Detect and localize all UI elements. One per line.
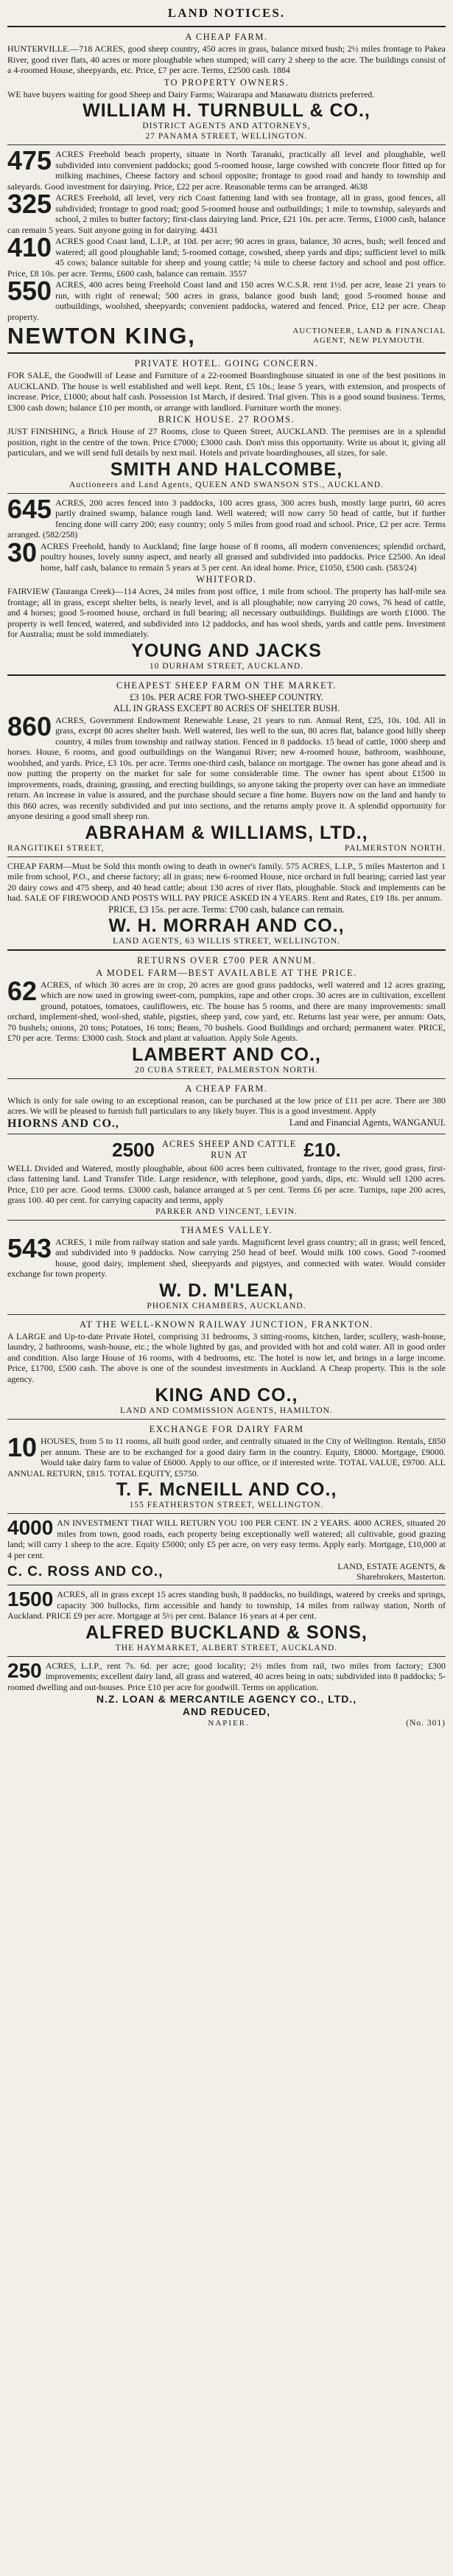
advertiser-name: PARKER AND VINCENT, LEVIN. bbox=[155, 1207, 298, 1216]
divider bbox=[7, 674, 446, 676]
advertiser-name: NEWTON KING, bbox=[7, 323, 196, 349]
ad-body: FAIRVIEW (Tauranga Creek)—114 Acres, 24 miles from post office, 1 mile from school. The property has half-mile sea frontage; all in grass, except shelter belts, is nearly level, and is all ploughable; now carrying 20 cows, 76 head of cattle, and 4 horses; good 5-roomed house, orchard in full bearing; all necessary outbuildings. Buildings are worth £1000. The property is well fenced, watered, and subdivided into 12 paddocks, and has wool sheds, yards and cattle pens. Investment for Australia; must be sold immediately. bbox=[7, 586, 446, 639]
ad-body: A LARGE and Up-to-date Private Hotel, comprising 31 bedrooms, 3 sitting-rooms, kitchen, larder, scullery, wash-house, laundry, 2 bathrooms, wash-house, etc.; the whole lighted by gas, and provided with hot and cold water. All in good order and condition. Also large House of 16 rooms, with 4 bedrooms, etc. The hotel is now let, and brings in a large income. Price, £1700, £500 cash. The above is one of the soundest investments in Auckland. A Cheap property. This is the sole agency. bbox=[7, 1330, 446, 1384]
listing bbox=[7, 1518, 446, 1560]
divider bbox=[7, 26, 446, 27]
ad-turnbull bbox=[7, 30, 446, 142]
advertiser-address-block bbox=[292, 327, 446, 346]
ad-heading: A CHEAP FARM. bbox=[185, 1083, 268, 1094]
ad-body: WE have buyers waiting for good Sheep and Dairy Farms; Wairarapa and Manawatu districts preferred. bbox=[7, 88, 375, 100]
acreage-figure: 475 bbox=[7, 148, 52, 175]
divider bbox=[7, 1419, 446, 1420]
divider bbox=[7, 493, 446, 494]
advertiser-address: THE HAYMARKET, ALBERT STREET, AUCKLAND. bbox=[115, 1643, 338, 1652]
divider bbox=[7, 1513, 446, 1514]
advertiser-block bbox=[7, 323, 446, 349]
listing-text: ACRES, 200 acres fenced into 3 paddocks, 100 acres grass, 300 acres bush, mostly large puriri, 60 acres partly drained swamp, balance rough land. Well watered; will now carry 50 head of cattle, but if further fencing done will carry 200; easy country; only 5 miles from good road and school. Price, £2 per acre. Terms arranged. (582/258) bbox=[7, 497, 446, 540]
listing bbox=[7, 537, 446, 573]
advertiser-address: Land and Financial Agents, WANGANUI. bbox=[289, 1117, 446, 1128]
divider bbox=[7, 352, 446, 354]
listing-text: ACRES, 1 mile from railway station and sale yards. Magnificent level grass country; all in grass; well fenced, and subdivided into 9 paddocks. Now carrying 250 head of beef. Would milk 100 cows. Good 7-roomed house, good dairy, implement shed, sheepyards and pigstyes, and connected with water. Would consider exchange for town property. bbox=[7, 1236, 446, 1279]
listing-text: HOUSES, from 5 to 11 rooms, all built good order, and centrally situated in the City of Wellington. Rentals, £850 per annum. These are to be exchanged for a good dairy farm in the country. Equity, £8000. Mortgage, £9000. Would take dairy farm to value of £6000. Apply to our office, or if interested write. TOTAL VALUE, £9700. ALL ANNUAL RETURN, £815. TOTAL EQUITY, £5750. bbox=[7, 1436, 446, 1479]
advertiser-address: LAND AND COMMISSION AGENTS, HAMILTON. bbox=[120, 1406, 333, 1415]
acreage-figure: 4000 bbox=[7, 1517, 54, 1539]
ad-buckland bbox=[7, 1588, 446, 1653]
listing bbox=[7, 189, 446, 235]
divider bbox=[7, 1078, 446, 1079]
advertiser-address: LAND AGENTS, 63 WILLIS STREET, WELLINGTON. bbox=[113, 936, 340, 946]
ad-newton-king bbox=[7, 148, 446, 349]
advertiser-block bbox=[7, 1117, 446, 1131]
divider bbox=[7, 949, 446, 951]
listing bbox=[7, 975, 446, 1044]
ad-heading: RETURNS OVER £700 PER ANNUM. bbox=[136, 954, 317, 966]
ad-abraham-williams bbox=[7, 679, 446, 854]
advertiser-address-row bbox=[7, 843, 446, 854]
listing-text: ACRES Freehold beach property, situate in North Taranaki, practically all level and ploughable, well subdivided into convenient paddocks; good 5-roomed house, large cowshed with concrete floor fitted up for milking machines, Cheese factory and school opposite; frontage to good road and handy to township and saleyards. Good investment for dairying. Price, £22 per acre. Reasonable terms can be arranged. 4638 bbox=[7, 149, 446, 192]
advertiser-address-block bbox=[337, 1561, 446, 1582]
ad-body: CHEAP FARM—Must be Sold this month owing to death in owner's family. 575 ACRES, L.I.P., 5 miles Masterton and 1 mile from school, P.O., and cheese factory; all in grass; new 6-roomed House, nice orchard in full bearing; carried last year 20 dairy cows and 475 sheep, and 40 head cattle; about 130 acres of river flats, ploughable. Stock and implements can be had. SALE OF FIREWOOD AND POSTS WILL PAY PRICE ASKED IN 4 YEARS. Rent and Rates, £19 18s. per annum. bbox=[7, 860, 446, 903]
ad-subheading: TO PROPERTY OWNERS. bbox=[164, 77, 289, 88]
ad-body: Which is only for sale owing to an exceptional reason, can be purchased at the low price of £11 per acre. There are 380 acres. We will be pleased to furnish full particulars to any likely buyer. This is a good investment. Apply bbox=[7, 1095, 446, 1116]
ad-subheading: WHITFORD. bbox=[196, 574, 257, 584]
ad-mcneill bbox=[7, 1423, 446, 1510]
listing-text: AN INVESTMENT THAT WILL RETURN YOU 100 PER CENT. IN 2 YEARS. 4000 ACRES, situated 20 miles from town, good roads, each property being exceptionally well watered; all cultivable, good grazing land; will carry 1 sheep to the acre. Equity £5000; only £5 per acre, on very easy terms. Apply early. Mortgage, £10,000 at 4 per cent. bbox=[7, 1518, 446, 1560]
listing-text: ACRES Freehold, handy to Auckland; fine large house of 8 rooms, all modern conveniences; splendid orchard, poultry houses, lovely sunny aspect, and nearly all grassed and subdivided into paddocks. Price £2500. An ideal home, half cash, balance to remain 5 years at 5 per cent. An ideal home. Price, £1050, £500 cash. (583/24) bbox=[41, 540, 446, 573]
advertiser-name: LAMBERT AND CO., bbox=[132, 1044, 321, 1065]
ad-heading: CHEAPEST SHEEP FARM ON THE MARKET. bbox=[116, 680, 337, 691]
advertiser-address: Sharebrokers, Masterton. bbox=[357, 1571, 446, 1582]
ad-price-line: £3 10s. PER ACRE FOR TWO-SHEEP COUNTRY. bbox=[129, 691, 323, 702]
advertiser-name: W. H. MORRAH AND CO., bbox=[108, 915, 345, 936]
catchline bbox=[7, 1139, 446, 1162]
ad-price-line: PRICE, £3 15s. per acre. Terms: £700 cash, balance can remain. bbox=[108, 904, 345, 915]
ad-smith-halcombe bbox=[7, 357, 446, 490]
advertiser-name: SMITH AND HALCOMBE, bbox=[110, 458, 343, 480]
advertiser-address: 155 FEATHERSTON STREET, WELLINGTON. bbox=[129, 1501, 324, 1509]
listing bbox=[7, 1661, 446, 1693]
listing bbox=[7, 1589, 446, 1622]
acreage-figure: 10 bbox=[7, 1432, 38, 1462]
advertiser-name: ALFRED BUCKLAND & SONS, bbox=[85, 1622, 368, 1643]
acreage-figure: 30 bbox=[7, 537, 38, 568]
listing bbox=[7, 1432, 446, 1479]
advertiser-address: PHOENIX CHAMBERS, AUCKLAND. bbox=[147, 1301, 306, 1310]
acreage-figure: 325 bbox=[7, 189, 52, 219]
acreage-figure: 250 bbox=[7, 1659, 42, 1682]
advertiser-name: YOUNG AND JACKS bbox=[131, 640, 322, 661]
acreage-figure: 543 bbox=[7, 1232, 52, 1263]
listing-text: ACRES Freehold, all level, very rich Coast fattening land with sea frontage, all in grass, good fences, all subdivided; frontage to good road; good 5-roomed house and outbuildings; 1 mile to township, saleyards and school, 2 miles to butter factory; first-class dairying land. Price, £21 10s. per acre. Terms, £1000 cash, balance can remain 5 years. Suit anyone going in for dairying. 4431 bbox=[7, 192, 446, 235]
ad-body: WELL Divided and Watered, mostly ploughable, about 600 acres been cultivated, frontage to the river, good grass, first-class fattening land. Land Transfer Title. Large residence, with telephone, good yards, dips, etc. Would sell 1200 acres. Price, £10 per acre. Good terms. £3000 cash, balance arranged at 5 per cent. Terms £6 per acre. Turnips, rape 200 acres, grass 100. 40 per cent. for carrying capacity and terms, apply bbox=[7, 1162, 446, 1205]
advertiser-address: AUCTIONEER, LAND & FINANCIAL bbox=[292, 327, 446, 335]
ad-morrah bbox=[7, 860, 446, 946]
listing-text: ACRES, all in grass except 15 acres standing bush, 8 paddocks, no buildings, watered by creeks and springs, capacity 300 bullocks, firm accessible and handy to township, 14 miles from railway station, North of Auckland. PRICE £9 per acre. Mortgage at 5½ per cent. Balance 16 years at 4 per cent. bbox=[7, 1589, 446, 1621]
advertiser-address: LAND, ESTATE AGENTS, & bbox=[337, 1561, 446, 1571]
listing bbox=[7, 232, 446, 279]
ad-lambert bbox=[7, 954, 446, 1075]
listing-text: ACRES, of which 30 acres are in crop, 20 acres are good grass paddocks, well watered and 12 acres grazing, which are now used in growing sweet-corn, pumpkins, rape and other crops. 30 acres are in cultivation, excellent ground, potatoes, tomatoes, cauliflowers, etc. The house has 5 rooms, and there are many improvements: small orchard, implement-shed, wool-shed, stable, pigsties, sheep yard, cow yard, etc. Returns last year were, per annum: Oats, 70 bushels; onions, 20 tons; Potatoes, 16 tons; Beans, 70 bushels. Good Buildings and orchard; permanent water. PRICE, £70 per acre. Terms: £3000 cash. Stock and plant at valuation. Apply Sole Agents. bbox=[7, 979, 446, 1043]
ad-reference: (No. 301) bbox=[406, 1719, 446, 1728]
ad-subheading: BRICK HOUSE. 27 ROOMS. bbox=[158, 414, 295, 425]
catchline-line: ACRES SHEEP AND CATTLE bbox=[161, 1139, 297, 1149]
ad-young-jacks bbox=[7, 497, 446, 671]
advertiser-name: KING AND CO., bbox=[155, 1385, 298, 1406]
listing bbox=[7, 1232, 446, 1280]
ad-body: HUNTERVILLE.—718 ACRES, good sheep country, 450 acres in grass, balance mixed bush; 2½ miles frontage to Pakea River, good river flats, 40 acres or more ploughable when stumped; will carry 2 sheep to the acre. The buildings consist of a 4-roomed House, sheepyards, etc. Price, £7 per acre. Terms, £2500 cash. 1884 bbox=[7, 43, 446, 75]
acreage-figure: 550 bbox=[7, 276, 52, 306]
divider bbox=[7, 856, 446, 857]
acreage-figure: 1500 bbox=[7, 1588, 54, 1610]
advertiser-name: C. C. ROSS AND CO., bbox=[7, 1563, 164, 1580]
listing bbox=[7, 711, 446, 822]
listing-text: ACRES good Coast land, L.I.P., at 10d. per acre; 90 acres in grass, balance, 30 acres, bush; well fenced and watered; all good ploughable land; 5-roomed cottage, cowshed, sheep yards and dips; sufficient level to milk 45 cows; balance suitable for sheep and young cattle; ¼ mile to cheese factory and school and post office. Price, £8 10s. per acre. Terms, £600 cash, balance can remain. 3557 bbox=[7, 236, 446, 279]
advertiser-name: HIORNS AND CO., bbox=[7, 1117, 119, 1130]
listing bbox=[7, 498, 446, 540]
advertiser-footer-row bbox=[7, 1718, 446, 1728]
advertiser-address: NAPIER. bbox=[208, 1719, 250, 1728]
ad-heading: A CHEAP FARM. bbox=[185, 32, 268, 42]
ad-nz-loan bbox=[7, 1660, 446, 1729]
ad-heading: AT THE WELL-KNOWN RAILWAY JUNCTION, FRANKTON. bbox=[79, 1319, 374, 1330]
advertiser-name: WILLIAM H. TURNBULL & CO., bbox=[82, 100, 371, 121]
listing-text: ACRES, 400 acres being Freehold Coast land and 150 acres W.C.S.R. rent 1½d. per acre, lease 21 years to run, with right of renewal; 500 acres in grass, balance good bush land; good 5-roomed house and outbuildings, woolshed, sheepyards; convenient paddocks, watered and fenced. Price, £12 per acre. Cheap property. bbox=[7, 279, 446, 322]
acreage-figure: 410 bbox=[7, 232, 52, 262]
acreage-figure: 860 bbox=[7, 711, 52, 741]
ad-heading: EXCHANGE FOR DAIRY FARM bbox=[149, 1424, 304, 1434]
ad-heading: THAMES VALLEY. bbox=[180, 1224, 273, 1235]
divider bbox=[7, 1656, 446, 1657]
listing bbox=[7, 276, 446, 322]
advertiser-address: PALMERSTON NORTH. bbox=[344, 843, 446, 853]
ad-body: JUST FINISHING, a Brick House of 27 Rooms, close to Queen Street, AUCKLAND. The premises are in a splendid position, right in the centre of the town. Price £7000; £3000 cash. Don't miss this opportunity. Write us about it, giving all particulars, and we will send full details by next mail. Hotels and private boardinghouses, all sizes, for sale. bbox=[7, 426, 446, 458]
ad-subheading: A MODEL FARM—BEST AVAILABLE AT THE PRICE. bbox=[96, 967, 357, 978]
listing-text: ACRES, L.I.P., rent 7s. 6d. per acre; good locality; 2½ miles from rail, two miles from factory; £300 improvements; excellent dairy land, all grass and watered, 40 acres being in oats; subdivided into 8 paddocks; 5-roomed dwelling and out-houses. Price £10 per acre for goodwill. Terms on application. bbox=[7, 1660, 446, 1692]
advertiser-name: ABRAHAM & WILLIAMS, LTD., bbox=[85, 822, 368, 843]
advertiser-address: 27 PANAMA STREET, WELLINGTON. bbox=[145, 132, 308, 141]
acreage-figure: 2500 bbox=[112, 1138, 155, 1161]
advertiser-address: Auctioneers and Land Agents, QUEEN AND SWANSON STS., AUCKLAND. bbox=[69, 480, 384, 489]
advertiser-address: 20 CUBA STREET, PALMERSTON NORTH. bbox=[135, 1065, 318, 1075]
advertiser-name: N.Z. LOAN & MERCANTILE AGENCY CO., LTD., bbox=[96, 1693, 357, 1705]
ad-heading: PRIVATE HOTEL. GOING CONCERN. bbox=[134, 358, 319, 369]
ad-mlean bbox=[7, 1224, 446, 1311]
price-figure: £10. bbox=[303, 1138, 341, 1161]
advertiser-name: W. D. M'LEAN, bbox=[159, 1280, 294, 1301]
catchline-text bbox=[162, 1139, 296, 1161]
advertiser-block bbox=[7, 1561, 446, 1582]
masthead: LAND NOTICES. bbox=[167, 6, 286, 20]
acreage-figure: 62 bbox=[7, 975, 38, 1006]
advertiser-address: RANGITIKEI STREET, bbox=[7, 843, 105, 853]
acreage-figure: 645 bbox=[7, 496, 52, 524]
ad-parker-vincent bbox=[7, 1137, 446, 1217]
advertiser-address: DISTRICT AGENTS AND ATTORNEYS, bbox=[142, 122, 311, 130]
listing-text: ACRES, Government Endowment Renewable Lease, 21 years to run. Annual Rent, £25, 10s. 10d. All in grass, except 80 acres shelter bush. Well watered, lies well to the sun, 80 acres flat, balance good hilly sheep country, 4 miles from township and railway station. Fenced in 8 paddocks. 15 head of cattle, 1000 sheep and horses. House, 6 rooms, and good outbuildings on the Wanganui River; new 4-roomed house, bathroom, washhouse, woolshed, and yards. Price, £3 10s. per acre. Terms one-third cash, balance on mortgage. The owner has gone ahead and is now putting the property on the market for sale for some considerable time. The owner has spent about £1500 in improvements, roads, draining, grassing, and erecting buildings, so anyone taking the property over can have an immediate return. An increase in value is assured, and the purchase should secure a fine home. Buyers now on the land and handy to this 860 acres, was recently subdivided and put into sections, and the returns amply prove it. A splendid opportunity for anyone desiring a good small sheep run. bbox=[7, 714, 446, 821]
ad-body: FOR SALE, the Goodwill of Lease and Furniture of a 22-roomed Boardinghouse situated in one of the best positions in AUCKLAND. The house is well established and well kept. Rent, £5 10s.; lease 5 years, with extension, and prospects of increase. Price, £1000; about half cash. Possession 1st March, if desired. Trial given. This is a good sound business. Terms, £300 cash down; balance £10 per month, or arrange with landlord. Furniture worth the money. bbox=[7, 370, 446, 413]
catchline-line: RUN AT bbox=[211, 1150, 248, 1160]
advertiser-name-line: AND REDUCED, bbox=[182, 1706, 271, 1717]
advertiser-address: 10 DURHAM STREET, AUCKLAND. bbox=[149, 661, 304, 671]
advertiser-address: AGENT, NEW PLYMOUTH. bbox=[313, 336, 426, 345]
advertiser-name: T. F. McNEILL AND CO., bbox=[116, 1479, 337, 1500]
divider bbox=[7, 144, 446, 145]
ad-king-co bbox=[7, 1318, 446, 1417]
ad-hiorns bbox=[7, 1082, 446, 1131]
listing bbox=[7, 149, 446, 192]
ad-ross bbox=[7, 1517, 446, 1582]
ad-price-line: ALL IN GRASS EXCEPT 80 ACRES OF SHELTER BUSH. bbox=[113, 702, 340, 713]
divider bbox=[7, 1314, 446, 1315]
divider bbox=[7, 1220, 446, 1221]
